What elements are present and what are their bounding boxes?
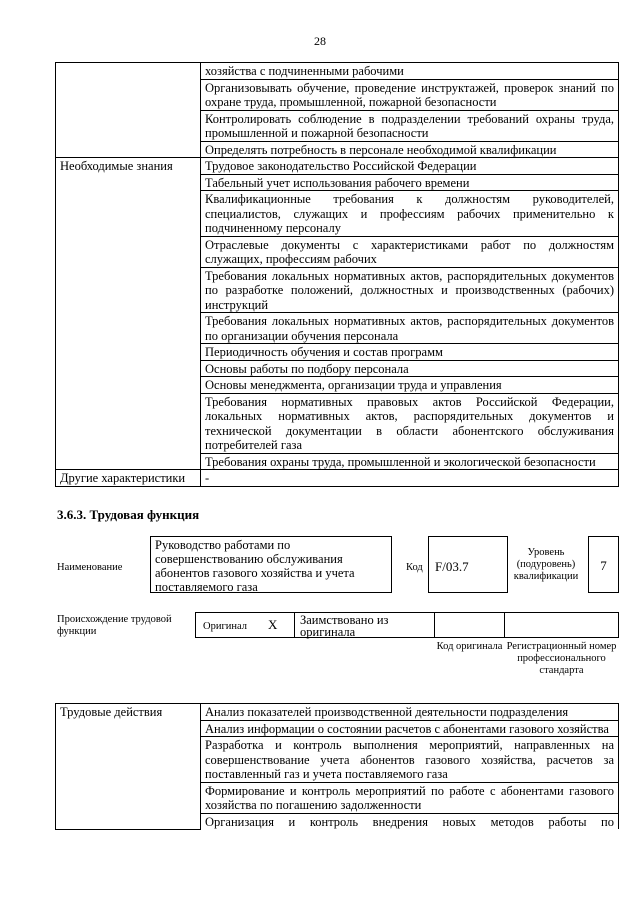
table-cell: Табельный учет использования рабочего времени xyxy=(201,174,619,191)
table-cell: Основы менеджмента, организации труда и управления xyxy=(201,377,619,394)
row-label-actions: Трудовые действия xyxy=(56,704,201,830)
code-original-label: Код оригинала xyxy=(436,641,503,652)
reg-number-cell xyxy=(504,612,619,638)
table-cell: Организация и контроль внедрения новых методов работы по xyxy=(201,813,619,829)
table-cell: Отраслевые документы с характеристиками работ по должностям служащих, профессиям рабочих xyxy=(201,236,619,267)
labor-actions-table xyxy=(55,703,619,830)
name-label: Наименование xyxy=(57,562,123,573)
level-label: Уровень (подуровень) квалификации xyxy=(513,547,579,582)
table-cell: Трудовое законодательство Российской Федерации xyxy=(201,158,619,175)
table-cell: Требования локальных нормативных актов, распорядительных документов по разработке положений, должностных и производственных (рабочих) инструкций xyxy=(201,267,619,313)
table-row xyxy=(56,158,619,175)
table-cell: Анализ показателей производственной деятельности подразделения xyxy=(201,704,619,721)
table-row xyxy=(56,63,619,80)
original-mark: X xyxy=(268,617,278,632)
table-cell: Квалификационные требования к должностям руководителей, специалистов, служащих и профессиям рабочих применительно к подчиненному персоналу xyxy=(201,191,619,237)
table-cell: Требования локальных нормативных актов, распорядительных документов по организации обучения персонала xyxy=(201,313,619,344)
table-cell: Определять потребность в персонале необходимой квалификации xyxy=(201,141,619,158)
table-cell: хозяйства с подчиненными рабочими xyxy=(201,63,619,80)
page-number: 28 xyxy=(314,34,326,48)
row-label-knowledge: Необходимые знания xyxy=(56,158,201,470)
table-cell: Основы работы по подбору персонала xyxy=(201,360,619,377)
table-cell: Формирование и контроль мероприятий по работе с абонентами газового хозяйства по погашению задолженности xyxy=(201,782,619,813)
borrowed-cell: Заимствовано из оригинала xyxy=(294,612,435,638)
table-cell: Анализ информации о состоянии расчетов с абонентами газового хозяйства xyxy=(201,720,619,737)
name-value: Руководство работами по совершенствованию обслуживания абонентов газового хозяйства и учета поставляемого газа xyxy=(150,536,392,593)
knowledge-table xyxy=(55,62,619,487)
code-value: F/03.7 xyxy=(428,536,508,593)
original-cell xyxy=(195,612,295,638)
reg-number-label: Регистрационный номер профессионального стандарта xyxy=(506,641,617,676)
row-label xyxy=(56,63,201,158)
code-original-cell xyxy=(434,612,505,638)
table-cell: Требования охраны труда, промышленной и экологической безопасности xyxy=(201,453,619,470)
code-label: Код xyxy=(406,562,423,573)
level-value: 7 xyxy=(588,536,619,593)
section-heading: 3.6.3. Трудовая функция xyxy=(57,507,200,522)
table-row xyxy=(56,704,619,721)
table-cell: Требования нормативных правовых актов Российской Федерации, локальных нормативных актов, распорядительных документов и технической документации в области абонентского обслуживания потребителей газа xyxy=(201,393,619,453)
table-cell: - xyxy=(201,470,619,487)
table-cell: Периодичность обучения и состав программ xyxy=(201,344,619,361)
table-cell: Организовывать обучение, проведение инструктажей, проверок знаний по охране труда, промышленной, пожарной безопасности xyxy=(201,79,619,110)
origin-label: Происхождение трудовой функции xyxy=(57,614,172,637)
table-cell: Контролировать соблюдение в подразделении требований охраны труда, промышленной и пожарной безопасности xyxy=(201,110,619,141)
row-label-other: Другие характеристики xyxy=(56,470,201,487)
original-label: Оригинал xyxy=(203,621,247,632)
table-cell: Разработка и контроль выполнения мероприятий, направленных на совершенствование учета абонентов газового хозяйства, расчетов за поставленный газ и учета поставляемого газа xyxy=(201,737,619,783)
table-row xyxy=(56,470,619,487)
